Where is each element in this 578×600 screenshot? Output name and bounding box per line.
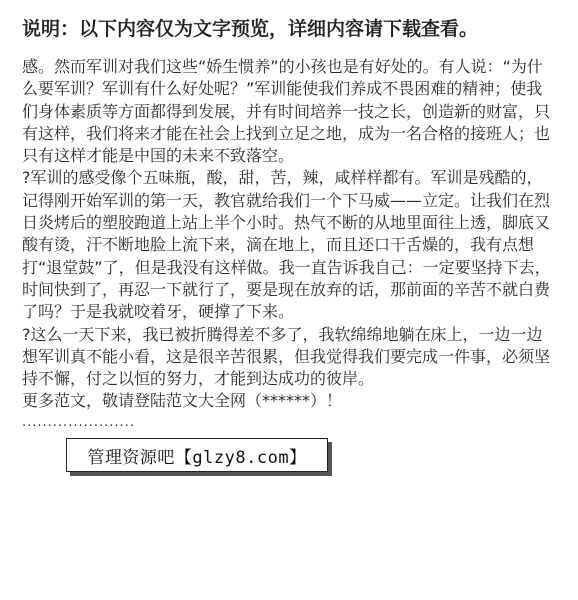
- document-body: [22, 56, 552, 431]
- paragraph: ?这么一天下来，我已被折腾得差不多了，我软绵绵地躺在床上，一边一边想军训真不能小看，这是很辛苦很累，但我觉得我们要完成一件事，必须坚持不懈，付之以恒的努力，才能到达成功的彼岸。: [22, 324, 551, 389]
- more-link-text: 更多范文，敬请登陆范文大全网（******）！: [22, 391, 343, 411]
- watermark-banner: 管理资源吧【glzy8.com】: [66, 438, 328, 472]
- paragraph: 感。然而军训对我们这些“娇生惯养”的小孩也是有好处的。有人说：“为什么要军训？军训有什么好处呢？”军训能使我们养成不畏困难的精神；使我们身体素质等方面都得到发展，并有时间培养一技之长，创造新的财富，只有这样，我们将来才能在社会上找到立足之地，成为一名合格的接班人；也只有这样才能是中国的未来不致落空。: [22, 57, 551, 166]
- preview-notice: 说明：以下内容仅为文字预览，详细内容请下载查看。: [22, 18, 479, 40]
- paragraph: ?军训的感受像个五味瓶，酸，甜，苦，辣，咸样样都有。军训是残酷的，记得刚开始军训的第一天，教官就给我们一个下马威——立定。让我们在烈日炎烤后的塑胶跑道上站上半个小时。热气不断的从地里面往上透，脚底又酸有烫，汗不断地脸上流下来，滴在地上，而且还口干舌燥的，我有点想打“退堂鼓”了，但是我没有这样做。我一直告诉我自己：一定要坚持下去，时间快到了，再忍一下就行了，要是现在放弃的话，那前面的辛苦不就白费了吗？于是我就咬着牙，硬撑了下来。: [22, 168, 551, 322]
- dotted-separator: ......................: [22, 414, 135, 430]
